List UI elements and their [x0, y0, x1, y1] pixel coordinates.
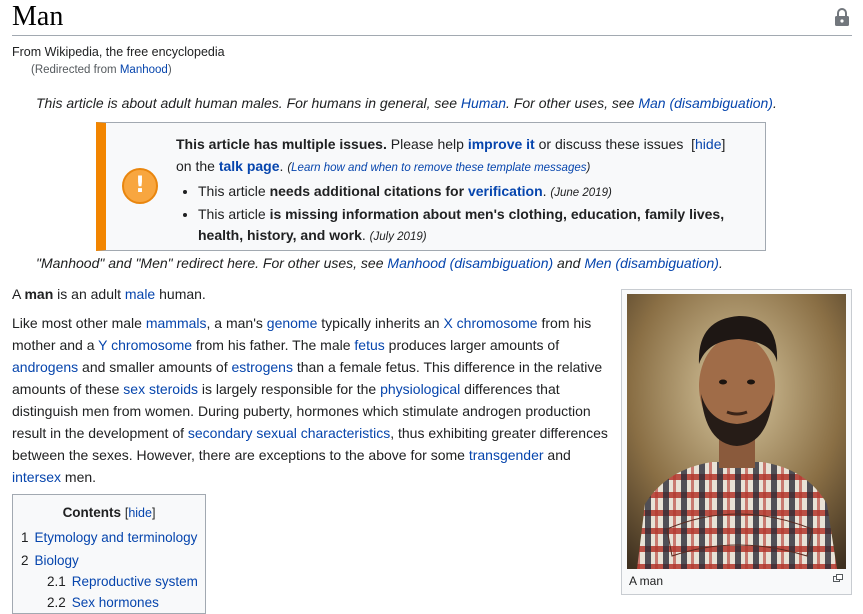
paren: ): [586, 162, 591, 174]
hatnote-about: [36, 95, 777, 111]
body-text: is largely responsible for the: [198, 381, 381, 397]
article-subject: man: [24, 286, 54, 302]
manhood-disambiguation-link[interactable]: Manhood (disambiguation): [387, 255, 554, 271]
issue-date: (June 2019): [550, 187, 612, 199]
body-text: and: [543, 447, 571, 463]
bracket: ]: [721, 136, 726, 152]
issues-text-part: on the: [176, 158, 219, 174]
issue-missing-info: [198, 204, 736, 248]
issue-text: is missing information about men's clothing, education, family lives, health, history, and work: [198, 206, 725, 243]
body-text: Like most other male: [12, 315, 146, 331]
issues-title: This article has multiple issues.: [176, 136, 387, 152]
bracket: [: [691, 136, 696, 152]
issues-text-part: Please help: [386, 136, 468, 152]
hatnote-text: This article is about adult human males. For humans in general, see: [36, 95, 461, 111]
men-disambiguation-link[interactable]: Men (disambiguation): [584, 255, 719, 271]
bracket: [: [124, 506, 129, 520]
issue-text: .: [361, 227, 370, 243]
issues-text: [176, 133, 736, 248]
lock-icon[interactable]: [834, 8, 850, 26]
toc-number: 2.2: [47, 595, 66, 610]
issue-text: This article: [198, 183, 270, 199]
toc-link[interactable]: Reproductive system: [71, 574, 198, 589]
body-text: and smaller amounts of: [78, 359, 232, 375]
body-text: than a female fetus. This difference in the relative amounts of these: [12, 359, 603, 397]
issues-text-part: or discuss these issues: [534, 136, 688, 152]
improve-it-link[interactable]: improve it: [467, 136, 535, 152]
issues-text-part: .: [279, 158, 288, 174]
transgender-link[interactable]: transgender: [468, 447, 544, 463]
body-text: , a man's: [206, 315, 267, 331]
body-text: from his father. The male: [192, 337, 355, 353]
issue-date: (July 2019): [369, 231, 427, 243]
redirect-note: [31, 64, 172, 76]
portrait-image: [627, 294, 846, 569]
page-title: Man: [12, 1, 64, 32]
redirect-link[interactable]: Manhood: [119, 64, 168, 76]
genome-link[interactable]: genome: [266, 315, 318, 331]
toc-hide: [125, 506, 156, 520]
bracket: ]: [151, 506, 156, 520]
body-text: from his mother and a: [12, 315, 592, 353]
redirect-prefix: (Redirected from: [31, 64, 120, 76]
toc-heading: Contents: [62, 505, 122, 520]
toc-item-sex-hormones[interactable]: [47, 595, 159, 610]
hatnote-text: .: [772, 95, 777, 111]
androgens-link[interactable]: androgens: [12, 359, 79, 375]
toc-number: 2.1: [47, 574, 66, 589]
male-link[interactable]: male: [124, 286, 156, 302]
lead-sentence: [12, 283, 206, 305]
redirect-suffix: ): [167, 64, 172, 76]
site-tagline: From Wikipedia, the free encyclopedia: [12, 45, 225, 59]
paren: (: [287, 162, 292, 174]
biology-paragraph: [12, 312, 612, 488]
man-disambiguation-link[interactable]: Man (disambiguation): [638, 95, 773, 111]
issue-text: needs additional citations for: [269, 183, 468, 199]
infobox-thumbnail: [621, 289, 852, 595]
table-of-contents: [12, 494, 206, 614]
multiple-issues-box: [96, 122, 766, 251]
body-text: typically inherits an: [317, 315, 444, 331]
toc-item-reproductive-system[interactable]: [47, 574, 198, 589]
issues-list: [176, 181, 736, 248]
hatnote-text: .: [718, 255, 723, 271]
body-text: A: [12, 286, 25, 302]
toc-number: 1: [21, 530, 29, 545]
hide-issues-link[interactable]: hide: [695, 136, 722, 152]
man-photo[interactable]: [627, 294, 846, 569]
fetus-link[interactable]: fetus: [354, 337, 385, 353]
magnify-icon[interactable]: [833, 574, 843, 582]
body-text: differences that distinguish men from women. During puberty, hormones which stimulate androgen production result in the development of: [12, 381, 591, 441]
human-link[interactable]: Human: [460, 95, 507, 111]
toc-item-biology[interactable]: [21, 553, 79, 568]
hatnote-text: "Manhood" and "Men" redirect here. For other uses, see: [36, 255, 388, 271]
toc-link[interactable]: Etymology and terminology: [34, 530, 198, 545]
hatnote-redirect: [36, 255, 723, 271]
talk-page-link[interactable]: talk page: [218, 158, 280, 174]
physiological-link[interactable]: physiological: [380, 381, 461, 397]
sex-steroids-link[interactable]: sex steroids: [123, 381, 198, 397]
title-divider: [12, 35, 852, 36]
x-chromosome-link[interactable]: X chromosome: [443, 315, 538, 331]
body-text: produces larger amounts of: [384, 337, 560, 353]
y-chromosome-link[interactable]: Y chromosome: [98, 337, 193, 353]
estrogens-link[interactable]: estrogens: [231, 359, 293, 375]
warning-icon: !: [122, 168, 158, 204]
body-text: , thus exhibiting greater differences between the sexes. However, there are exceptions to the above for some: [12, 425, 608, 463]
toc-link[interactable]: Sex hormones: [71, 595, 159, 610]
toc-number: 2: [21, 553, 29, 568]
toc-hide-link[interactable]: hide: [128, 506, 152, 520]
issue-text: This article: [198, 206, 270, 222]
infobox-caption: A man: [629, 574, 664, 588]
body-text: is an adult: [53, 286, 125, 302]
mammals-link[interactable]: mammals: [145, 315, 207, 331]
toc-title: [13, 505, 205, 520]
secondary-sexual-characteristics-link[interactable]: secondary sexual characteristics: [187, 425, 391, 441]
body-text: men.: [61, 469, 97, 485]
hatnote-text: and: [553, 255, 585, 271]
verification-link[interactable]: verification: [467, 183, 543, 199]
learn-remove-link[interactable]: Learn how and when to remove these template messages: [291, 162, 587, 174]
intersex-link[interactable]: intersex: [12, 469, 62, 485]
issue-text: .: [542, 183, 551, 199]
body-text: human.: [155, 286, 206, 302]
issue-citations: [198, 181, 736, 204]
toc-link[interactable]: Biology: [34, 553, 79, 568]
hatnote-text: . For other uses, see: [506, 95, 639, 111]
toc-item-etymology[interactable]: [21, 530, 197, 545]
